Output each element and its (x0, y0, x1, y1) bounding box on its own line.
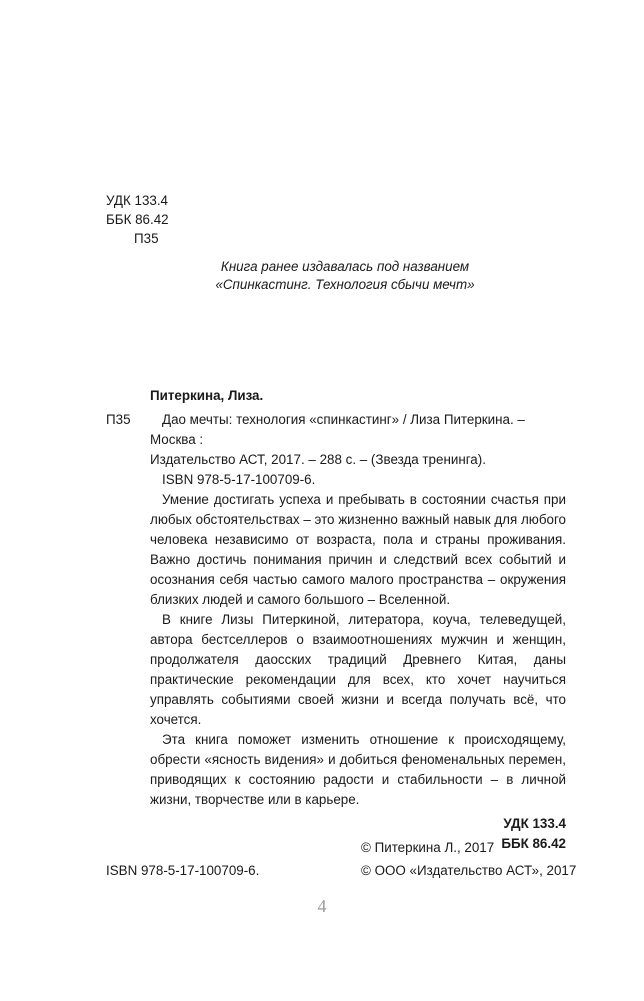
catalog-udk: УДК 133.4 (503, 816, 566, 831)
copyright-publisher: © ООО «Издательство АСТ», 2017 (361, 863, 577, 878)
catalog-paragraph: В книге Лизы Питеркиной, литератора, коуча, телеведущей, автора бестселлеров о взаимоотношениях мужчин и женщин, продолжателя даосских традиций Древнего Китая, даны практические рекомендации для всех, кто хочет научиться управлять событиями своей жизни и всегда получать всё, что хочется. (150, 612, 566, 727)
catalog-isbn: ISBN 978-5-17-100709-6. (162, 472, 316, 487)
catalog-code: П35 (106, 412, 131, 427)
catalog-bbk: ББК 86.42 (501, 836, 566, 851)
header-code: П35 (134, 231, 159, 246)
catalog-title-line2: Издательство АСТ, 2017. – 288 с. – (Звезда тренинга). (150, 452, 486, 467)
catalog-paragraph: Эта книга поможет изменить отношение к происходящему, обрести «ясность видения» и добиться феноменальных перемен, приводящих к состоянию радости и стабильности – в личной жизни, творчестве или в карьере. (150, 732, 566, 807)
catalog-title-line1: Дао мечты: технология «спинкастинг» / Лиза Питеркина. – Москва : (150, 412, 525, 447)
catalog-body (150, 410, 566, 854)
header-udk: УДК 133.4 (106, 193, 169, 208)
copyright-author: © Питеркина Л., 2017 (361, 840, 495, 855)
header-bbk: ББК 86.42 (106, 212, 169, 227)
page-number: 4 (317, 896, 327, 916)
footer-isbn: ISBN 978-5-17-100709-6. (106, 863, 260, 878)
catalog-author: Питеркина, Лиза. (150, 388, 264, 403)
previous-title-note-line2: «Спинкастинг. Технология сбычи мечт» (215, 277, 475, 292)
previous-title-note-line1: Книга ранее издавалась под названием (220, 259, 470, 274)
catalog-paragraph: Умение достигать успеха и пребывать в состоянии счастья при любых обстоятельствах – это жизненно важный навык для любого человека независимо от возраста, пола и страны проживания. Важно достичь понимания причин и следствий всех событий и осознания себя частью самого малого пространства – окружения близких людей и самого большого – Вселенной. (150, 492, 566, 607)
